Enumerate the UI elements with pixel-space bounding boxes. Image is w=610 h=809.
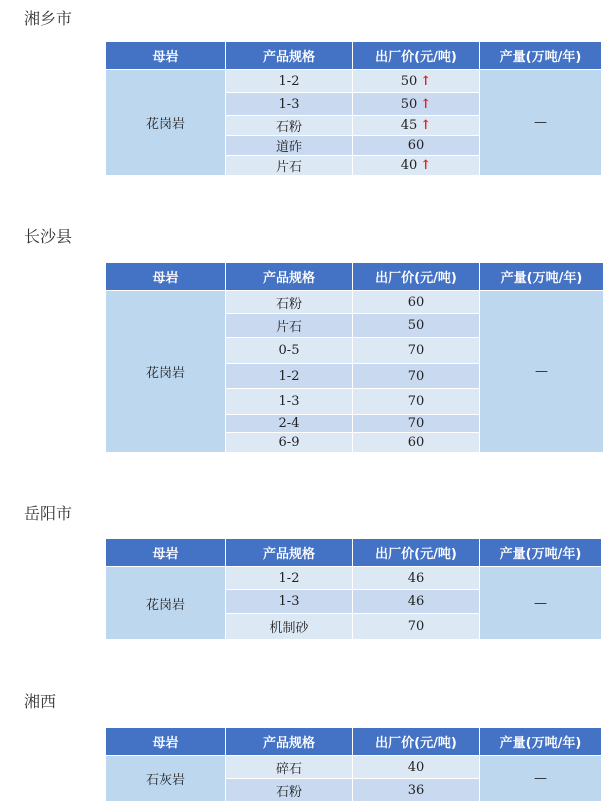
table-header-row — [106, 42, 602, 70]
spec-cell: 石粉 — [226, 116, 353, 136]
production-cell: — — [480, 291, 604, 453]
price-table-yueyang — [105, 538, 602, 640]
spec-cell: 1-3 — [226, 389, 353, 415]
price-value: 40 — [400, 158, 418, 173]
spec-cell: 1-3 — [226, 590, 353, 614]
header-price: 出厂价(元/吨) — [353, 728, 480, 756]
price-value: 50 — [400, 73, 418, 89]
rock-cell: 石灰岩 — [106, 756, 226, 802]
header-spec: 产品规格 — [226, 539, 353, 567]
header-rock: 母岩 — [106, 42, 226, 70]
spec-cell: 片石 — [226, 156, 353, 176]
spec-cell: 1-2 — [226, 567, 353, 590]
price-cell: 70 — [353, 389, 480, 415]
price-cell: 60 — [353, 433, 480, 453]
price-cell: 60 — [353, 291, 480, 314]
header-production: 产量(万吨/年) — [480, 42, 602, 70]
table-row — [106, 567, 602, 590]
arrow-up-icon: ↑ — [420, 118, 432, 133]
price-cell: 46 — [353, 567, 480, 590]
spec-cell: 1-3 — [226, 93, 353, 116]
price-cell — [353, 93, 480, 116]
section-title-xiangxi: 湘西 — [24, 692, 57, 711]
spec-cell: 石粉 — [226, 779, 353, 802]
price-cell: 36 — [353, 779, 480, 802]
header-rock: 母岩 — [106, 539, 226, 567]
arrow-up-icon: ↑ — [420, 96, 432, 112]
rock-cell: 花岗岩 — [106, 70, 226, 176]
header-spec: 产品规格 — [226, 42, 353, 70]
header-price: 出厂价(元/吨) — [353, 42, 480, 70]
arrow-up-icon: ↑ — [420, 73, 432, 89]
table-row — [106, 70, 602, 93]
section-title-yueyang: 岳阳市 — [24, 504, 73, 523]
rock-cell: 花岗岩 — [106, 567, 226, 640]
spec-cell: 1-2 — [226, 70, 353, 93]
production-cell: — — [480, 567, 602, 640]
price-table-xiangxi — [105, 727, 602, 802]
price-cell — [353, 156, 480, 176]
spec-cell: 碎石 — [226, 756, 353, 779]
header-rock: 母岩 — [106, 263, 226, 291]
table-header-row — [106, 539, 602, 567]
spec-cell: 2-4 — [226, 415, 353, 433]
table-row — [106, 291, 604, 314]
price-cell: 70 — [353, 338, 480, 364]
spec-cell: 6-9 — [226, 433, 353, 453]
table-header-row — [106, 263, 604, 291]
price-cell: 70 — [353, 415, 480, 433]
header-price: 出厂价(元/吨) — [353, 263, 480, 291]
price-cell: 50 — [353, 314, 480, 338]
price-table-changsha — [105, 262, 604, 453]
price-value: 50 — [400, 96, 418, 112]
price-cell: 46 — [353, 590, 480, 614]
spec-cell: 1-2 — [226, 364, 353, 389]
header-spec: 产品规格 — [226, 263, 353, 291]
rock-cell: 花岗岩 — [106, 291, 226, 453]
price-cell: 40 — [353, 756, 480, 779]
header-production: 产量(万吨/年) — [480, 728, 602, 756]
header-production: 产量(万吨/年) — [480, 539, 602, 567]
price-value: 45 — [400, 118, 418, 133]
spec-cell: 0-5 — [226, 338, 353, 364]
price-cell — [353, 116, 480, 136]
arrow-up-icon: ↑ — [420, 158, 432, 173]
production-cell: — — [480, 70, 602, 176]
section-title-xiangxiang: 湘乡市 — [24, 9, 73, 28]
spec-cell: 道砟 — [226, 136, 353, 156]
spec-cell: 片石 — [226, 314, 353, 338]
header-rock: 母岩 — [106, 728, 226, 756]
table-row — [106, 756, 602, 779]
price-cell — [353, 70, 480, 93]
table-header-row — [106, 728, 602, 756]
price-table-xiangxiang — [105, 41, 602, 176]
spec-cell: 机制砂 — [226, 614, 353, 640]
header-price: 出厂价(元/吨) — [353, 539, 480, 567]
price-cell: 70 — [353, 614, 480, 640]
section-title-changsha: 长沙县 — [24, 227, 73, 246]
header-spec: 产品规格 — [226, 728, 353, 756]
price-cell — [353, 136, 480, 156]
price-value: 60 — [407, 138, 425, 153]
production-cell: — — [480, 756, 602, 802]
header-production: 产量(万吨/年) — [480, 263, 604, 291]
spec-cell: 石粉 — [226, 291, 353, 314]
price-cell: 70 — [353, 364, 480, 389]
